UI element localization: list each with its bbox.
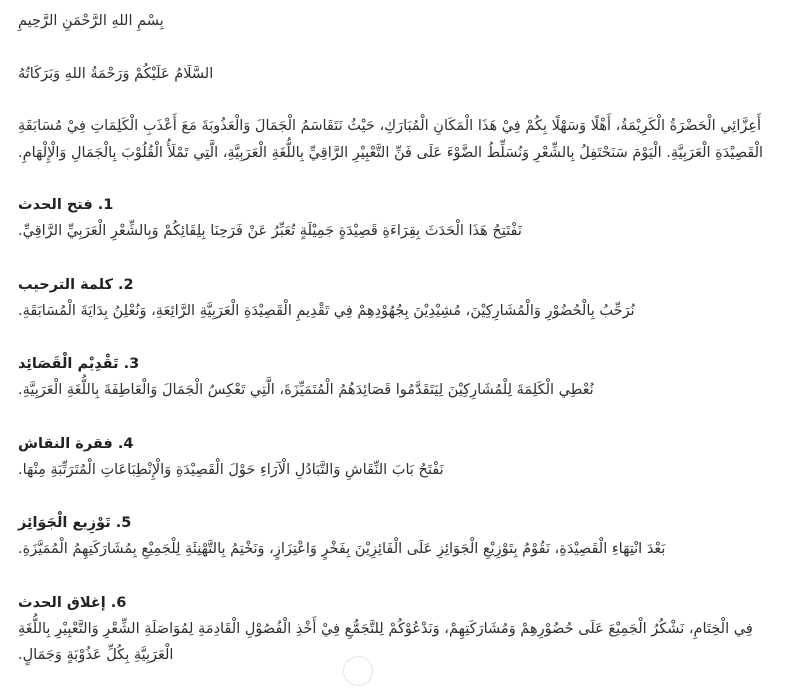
section-body: نُعْطِي الْكَلِمَةَ لِلْمُشَارِكِيْنَ لِيَتَقَدَّمُوا قَصَائِدَهُمُ الْمُتَمَيِّزَةَ، الَّتِي تَعْكِسُ الْجَمَالَ وَالْعَاطِفَةَ بِاللُّغَةِ الْعَرَبِيَّةِ.	[18, 382, 594, 398]
section-heading: 4. فقرة النقاش	[18, 435, 134, 452]
document-body	[18, 8, 780, 696]
section-awards	[18, 510, 780, 563]
section-discussion	[18, 431, 780, 484]
section-opening	[18, 192, 780, 245]
section-heading: 2. كلمة الترحيب	[18, 276, 134, 293]
section-body: نَفْتَحُ بَابَ النِّقَاشِ وَالتَّبَادُلِ الْآرَاءِ حَوْلَ الْقَصِيْدَةِ وَالْإِنْطِبَاعَاتِ الْمُتَرَتِّبَةِ مِنْهَا.	[18, 461, 444, 478]
section-heading: 6. إغلاق الحدث	[18, 594, 127, 611]
section-body: بَعْدَ انْتِهَاءِ الْقَصِيْدَةِ، نَقُوْمُ بِتَوْزِيْعِ الْجَوَائِزِ عَلَى الْفَائِزِيْنَ بِفَخْرٍ وَاعْتِزَازٍ، وَنَخْتِمُ بِالتَّهْنِئَةِ لِلْجَمِيْعِ بِمُشَارَكَتِهِمُ الْمُمَيَّزَةِ.	[18, 541, 666, 557]
section-body: نَفْتَتِحُ هَذَا الْحَدَثَ بِقِرَاءَةِ قَصِيْدَةٍ جَمِيْلَةٍ تُعَبِّرُ عَنْ فَرَحِنَا بِلِقَائِكُمْ وَبِالشِّعْرِ الْعَرَبِيِّ الرَّاقِيِّ.	[18, 223, 522, 239]
basmala: بِسْمِ اللهِ الرَّحْمَنِ الرَّحِيمِ	[18, 13, 164, 29]
section-heading: 3. تَقْدِيْم الْقَصَائِد	[18, 356, 140, 372]
intro-paragraph: أَعِزَّائِي الْحَضْرَةُ الْكَرِيْمَةُ، أَهْلًا وَسَهْلًا بِكُمْ فِيْ هَذَا الْمَكَانِ الْمُبَارَكِ، حَيْثُ نَتَقَاسَمُ الْجَمَالَ وَالْعَذُوبَةَ مَعَ أَعْذَبِ الْكَلِمَاتِ فِيْ مُسَابَقَةِ الْقَصِيْدَةِ الْعَرَبِيَّةِ. الْيَوْمَ سَنَحْتَفِلُ بِالشِّعْرِ وَنُسَلِّطُ الضَّوْءَ عَلَى فَنِّ التَّعْبِيْرِ الرَّاقِيِّ بِاللُّغَةِ الْعَرَبِيَّةِ، الَّتِي تَمْلَأُ الْقُلُوْبَ بِالْجَمَالِ وَالْإِلْهَامِ.	[18, 118, 764, 161]
section-heading: 5. تَوْزِيع الْجَوَائِز	[18, 515, 132, 531]
section-heading: 1. فتح الحدث	[18, 197, 114, 213]
section-body: نُرَحِّبُ بِالْحُضُوْرِ وَالْمُشَارِكِيْنَ، مُشِيْدِيْنَ بِجُهُوْدِهِمْ فِي تَقْدِيمِ الْقَصِيْدَةِ الْعَرَبِيَّةِ الرَّائِعَةِ، وَنُعْلِنُ بِدَايَةَ الْمُسَابَقَةِ.	[18, 302, 635, 319]
greeting: السَّلَامُ عَلَيْكُمْ وَرَحْمَةُ اللهِ وَبَرَكَاتُهُ	[18, 65, 214, 82]
section-closing	[18, 590, 780, 669]
section-poems	[18, 351, 780, 404]
section-body: فِي الْخِتَامِ، نَشْكُرُ الْجَمِيْعَ عَلَى حُضُوْرِهِمْ وَمُشَارَكَتِهِمْ، وَنَدْعُوْكُمْ لِلتَّجَمُّعِ فِيْ أَخْذِ الْفُصُوْلِ الْقَادِمَةِ لِمُوَاصَلَةِ الشِّعْرِ وَالتَّعْبِيْرِ بِاللُّغَةِ الْعَرَبِيَّةِ بِكُلِّ عَذُوْبَةٍ وَجَمَالٍ.	[18, 620, 753, 663]
section-welcome	[18, 272, 780, 325]
scroll-down-button[interactable]	[343, 656, 373, 686]
